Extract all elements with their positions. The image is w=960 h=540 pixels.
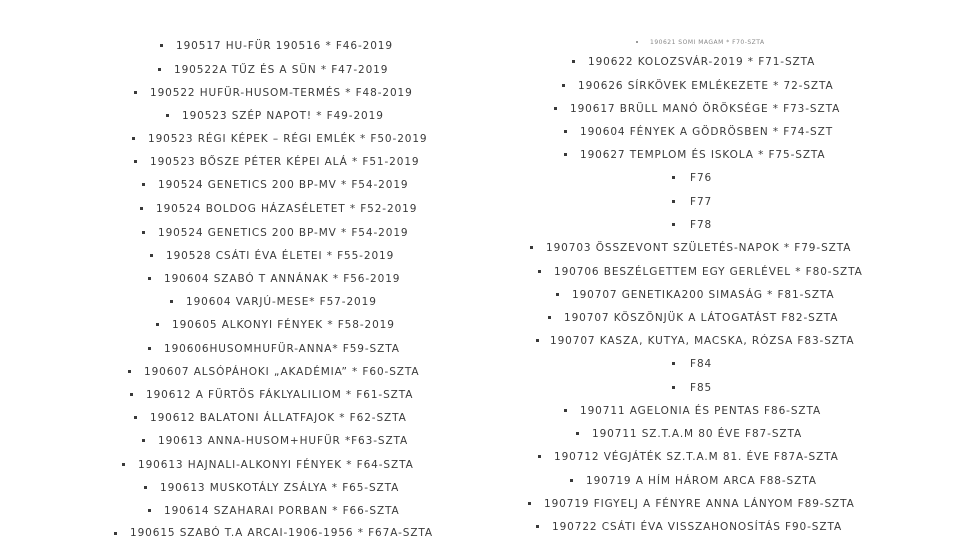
list-item: 190604 FÉNYEK A GÖDRÖSBEN * F74-SZT bbox=[580, 126, 834, 138]
list-bullet bbox=[536, 525, 539, 528]
list-item: 190712 VÉGJÁTÉK SZ.T.A.M 81. ÉVE F87A-SZTA bbox=[554, 451, 839, 463]
list-bullet bbox=[672, 223, 675, 226]
list-item: F85 bbox=[690, 382, 713, 394]
list-item: F76 bbox=[690, 172, 713, 184]
list-bullet bbox=[128, 370, 131, 373]
list-bullet bbox=[530, 246, 533, 249]
list-bullet bbox=[636, 41, 638, 43]
list-bullet bbox=[538, 455, 541, 458]
list-bullet bbox=[166, 114, 169, 117]
list-bullet bbox=[528, 502, 531, 505]
list-item: 190621 SOMI MAGAM * F70-SZTA bbox=[650, 39, 765, 46]
list-bullet bbox=[672, 362, 675, 365]
list-item: 190627 TEMPLOM ÉS ISKOLA * F75-SZTA bbox=[580, 149, 826, 161]
list-bullet bbox=[160, 44, 163, 47]
list-bullet bbox=[148, 509, 151, 512]
list-bullet bbox=[548, 316, 551, 319]
list-bullet bbox=[156, 323, 159, 326]
list-bullet bbox=[148, 347, 151, 350]
list-item: 190722 CSÁTI ÉVA VISSZAHONOSÍTÁS F90-SZTA bbox=[552, 521, 843, 533]
list-item: 190626 SÍRKÖVEK EMLÉKEZETE * 72-SZTA bbox=[578, 80, 834, 92]
list-item: 190719 FIGYELJ A FÉNYRE ANNA LÁNYOM F89-SZTA bbox=[544, 498, 855, 510]
list-bullet bbox=[132, 137, 135, 140]
list-bullet bbox=[556, 293, 559, 296]
list-bullet bbox=[570, 479, 573, 482]
list-item: F78 bbox=[690, 219, 713, 231]
list-item: 190524 BOLDOG HÁZASÉLETET * F52-2019 bbox=[156, 203, 418, 215]
list-item: 190522 HUFÜR-HUSOM-TERMÉS * F48-2019 bbox=[150, 87, 413, 99]
list-item: 190612 A FÜRTÖS FÁKLYALILIOM * F61-SZTA bbox=[146, 389, 414, 401]
list-bullet bbox=[134, 160, 137, 163]
list-item: 190613 MUSKOTÁLY ZSÁLYA * F65-SZTA bbox=[160, 482, 400, 494]
list-item: 190703 ÖSSZEVONT SZÜLETÉS-NAPOK * F79-SZTA bbox=[546, 242, 852, 254]
list-item: 190607 ALSÓPÁHOKI „AKADÉMIA” * F60-SZTA bbox=[144, 366, 420, 378]
list-item: 190523 SZÉP NAPOT! * F49-2019 bbox=[182, 110, 384, 122]
list-item: 190707 KÖSZÖNJÜK A LÁTOGATÁST F82-SZTA bbox=[564, 312, 839, 324]
list-item: 190604 SZABÓ T ANNÁNAK * F56-2019 bbox=[164, 273, 401, 285]
list-item: 190522A TŰZ ÉS A SÜN * F47-2019 bbox=[174, 64, 389, 76]
list-item: F84 bbox=[690, 358, 713, 370]
list-bullet bbox=[170, 300, 173, 303]
list-item: 190711 SZ.T.A.M 80 ÉVE F87-SZTA bbox=[592, 428, 803, 440]
list-item: 190707 KASZA, KUTYA, MACSKA, RÓZSA F83-SZTA bbox=[550, 335, 855, 347]
list-bullet bbox=[564, 130, 567, 133]
list-bullet bbox=[564, 153, 567, 156]
list-item: 190615 SZABÓ T.A ARCAI-1906-1956 * F67A-SZTA bbox=[130, 527, 434, 539]
list-bullet bbox=[150, 254, 153, 257]
list-bullet bbox=[672, 176, 675, 179]
list-bullet bbox=[572, 60, 575, 63]
list-bullet bbox=[114, 532, 117, 535]
list-bullet bbox=[562, 84, 565, 87]
list-item: 190719 A HÍM HÁROM ARCA F88-SZTA bbox=[586, 475, 817, 487]
list-item: 190523 BŐSZE PÉTER KÉPEI ALÁ * F51-2019 bbox=[150, 156, 420, 168]
list-bullet bbox=[134, 91, 137, 94]
list-item: 190605 ALKONYI FÉNYEK * F58-2019 bbox=[172, 319, 395, 331]
list-item: 190528 CSÁTI ÉVA ÉLETEI * F55-2019 bbox=[166, 250, 395, 262]
list-item: 190613 HAJNALI-ALKONYI FÉNYEK * F64-SZTA bbox=[138, 459, 414, 471]
list-bullet bbox=[554, 107, 557, 110]
list-bullet bbox=[672, 386, 675, 389]
list-item: 190614 SZAHARAI PORBAN * F66-SZTA bbox=[164, 505, 400, 517]
list-item: 190606HUSOMHUFÜR-ANNA* F59-SZTA bbox=[164, 343, 400, 355]
list-bullet bbox=[536, 339, 539, 342]
list-item: 190707 GENETIKA200 SIMASÁG * F81-SZTA bbox=[572, 289, 835, 301]
list-bullet bbox=[122, 463, 125, 466]
list-bullet bbox=[142, 231, 145, 234]
list-bullet bbox=[148, 277, 151, 280]
list-bullet bbox=[158, 68, 161, 71]
list-bullet bbox=[142, 183, 145, 186]
list-bullet bbox=[140, 207, 143, 210]
list-item: 190604 VARJÚ-MESE* F57-2019 bbox=[186, 296, 377, 308]
list-bullet bbox=[130, 393, 133, 396]
list-item: 190612 BALATONI ÁLLATFAJOK * F62-SZTA bbox=[150, 412, 407, 424]
list-item: 190622 KOLOZSVÁR-2019 * F71-SZTA bbox=[588, 56, 816, 68]
list-item: F77 bbox=[690, 196, 713, 208]
list-bullet bbox=[142, 439, 145, 442]
list-bullet bbox=[538, 270, 541, 273]
list-item: 190517 HU-FÜR 190516 * F46-2019 bbox=[176, 40, 393, 52]
list-item: 190524 GENETICS 200 BP-MV * F54-2019 bbox=[158, 227, 409, 239]
list-item: 190523 RÉGI KÉPEK – RÉGI EMLÉK * F50-2019 bbox=[148, 133, 428, 145]
list-item: 190613 ANNA-HUSOM+HUFÜR *F63-SZTA bbox=[158, 435, 409, 447]
list-item: 190711 AGELONIA ÉS PENTAS F86-SZTA bbox=[580, 405, 822, 417]
list-item: 190524 GENETICS 200 BP-MV * F54-2019 bbox=[158, 179, 409, 191]
list-bullet bbox=[134, 416, 137, 419]
list-item: 190617 BRÜLL MANÓ ÖRÖKSÉGE * F73-SZTA bbox=[570, 103, 841, 115]
list-bullet bbox=[144, 486, 147, 489]
list-bullet bbox=[672, 200, 675, 203]
list-bullet bbox=[576, 432, 579, 435]
list-item: 190706 BESZÉLGETTEM EGY GERLÉVEL * F80-SZTA bbox=[554, 266, 863, 278]
list-bullet bbox=[564, 409, 567, 412]
